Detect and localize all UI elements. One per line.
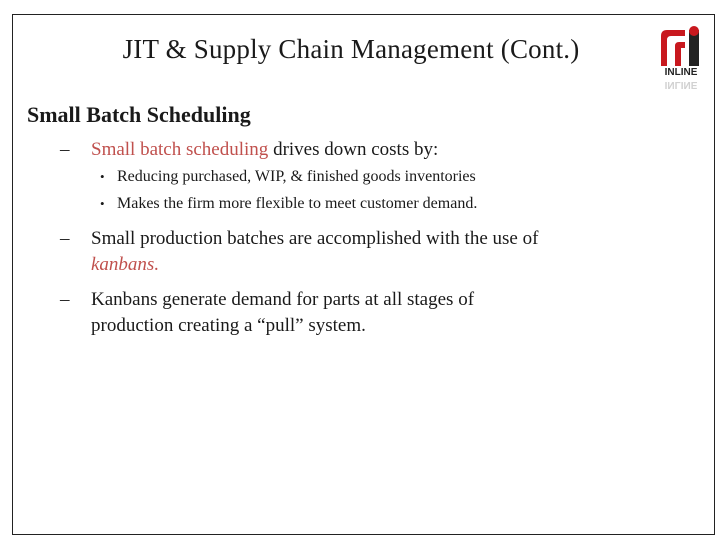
point-1-rest: drives down costs by: [268, 139, 439, 160]
section-heading: Small Batch Scheduling [27, 102, 251, 127]
dash-marker: – [60, 289, 70, 310]
logo-wordmark-reflection: INLINE [664, 79, 698, 90]
point-2-line-1: Small production batches are accomplished with the use of [91, 228, 539, 249]
inline-logo [651, 22, 711, 92]
dash-marker: – [60, 228, 70, 249]
bullet-marker: • [100, 196, 105, 211]
point-2-kanbans: kanbans. [91, 254, 160, 275]
logo-wordmark: INLINE [664, 67, 698, 78]
subpoint-1-text: Reducing purchased, WIP, & finished goods inventories [117, 168, 476, 185]
subpoint-2-text: Makes the firm more flexible to meet customer demand. [117, 195, 478, 212]
point-3-line-1: Kanbans generate demand for parts at all stages of [91, 289, 475, 310]
point-1-highlight: Small batch scheduling [91, 139, 269, 160]
slide-title-text: JIT & Supply Chain Management (Cont.) [122, 34, 580, 64]
point-1-text [91, 138, 438, 162]
bullet-marker: • [100, 169, 105, 184]
slide-title [0, 34, 728, 65]
point-3-line-2: production creating a “pull” system. [91, 315, 366, 336]
dash-marker: – [60, 139, 70, 160]
